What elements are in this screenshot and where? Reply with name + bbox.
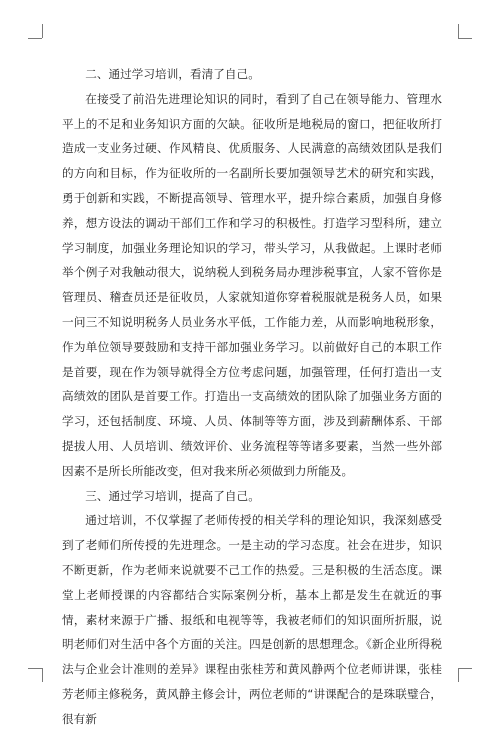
paragraph-section-2: 在接受了前沿先进理论知识的同时，看到了自己在领导能力、管理水平上的不足和业务知识方面的欠缺。征收所是地税局的窗口，把征收所打造成一支业务过硬、作风精良、优质服务、人民满意的高绩效团队是我们的方向和目标，作为征收所的一名副所长要加强领导艺术的研究和实践，勇于创新和实践，不断提高领导、管理水平，提升综合素质，加强自身修养，想方设法的调动干部们工作和学习的积极性。打造学习型科所，建立学习制度，加强业务理论知识的学习，带头学习，从我做起。上课时老师举个例子对我触动很大，说纳税人到税务局办理涉税事宜，人家不管你是管理员、稽查员还是征收员，人家就知道你穿着税服就是税务人员，如果一问三不知说明税务人员业务水平低，工作能力差，从而影响地税形象，作为单位领导要鼓励和支持干部加强业务学习。以前做好自己的本职工作是首要，现在作为领导就得全方位考虑问题，加强管理，任何打造出一支高绩效的团队是首要工作。打造出一支高绩效的团队除了加强业务方面的学习，还包括制度、环境、人员、体制等等方面，涉及到薪酬体系、干部提拔人用、人员培训、绩效评价、业务流程等等诸多要素，当然一些外部因素不是所长所能改变，但对我来所必须做到力所能及。	[62, 91, 442, 478]
section-heading-3: 三、通过学习培训，提高了自己。	[85, 488, 260, 503]
document-body	[62, 62, 442, 732]
paragraph-section-3: 通过培训，不仅掌握了老师传授的相关学科的理论知识，我深刻感受到了老师们所传授的先进理念。一是主动的学习态度。社会在进步，知识不断更新，作为老师来说就要不己工作的热爱。三是积极的生活态度。课堂上老师授课的内容都结合实际案例分析，基本上都是发生在就近的事情，素材来源于广播、报纸和电视等等，我被老师们的知识面所折服，说明老师们对生活中各个方面的关注。四是创新的思想理念。《新企业所得税法与企业会计准则的差异》课程由张桂芳和黄风静两个位老师讲课，张桂芳老师主修税务，黄风静主修会计，两位老师的“讲课配合的是珠联璧合，很有新	[62, 513, 442, 726]
section-heading-2: 二、通过学习培训，看清了自己。	[85, 67, 260, 81]
